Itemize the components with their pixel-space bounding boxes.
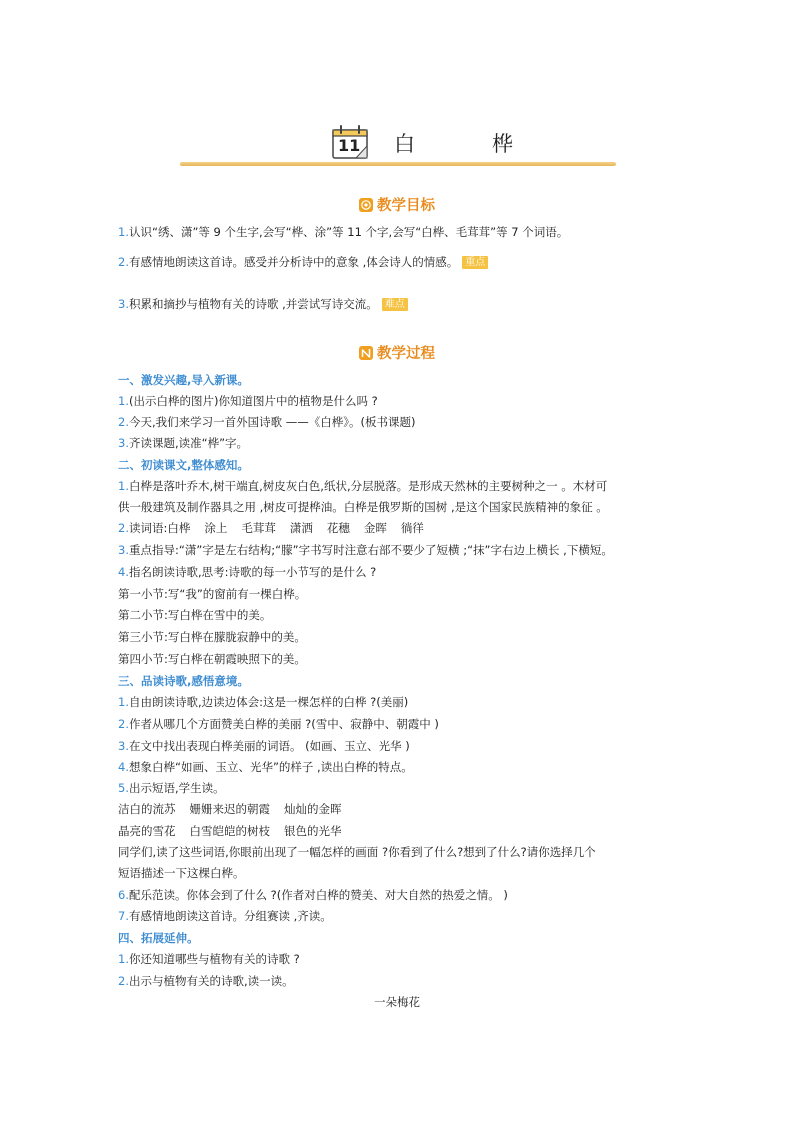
section-heading: 二、初读课文,整体感知。	[118, 458, 249, 472]
section-heading: 四、拓展延伸。	[118, 931, 199, 945]
process-line: 第一小节:写“我”的窗前有一棵白桦。	[118, 587, 307, 601]
target-icon	[359, 198, 373, 212]
goal-item: 3.积累和摘抄与植物有关的诗歌 ,并尝试写诗交流。 难点	[118, 296, 408, 312]
lesson-header	[180, 122, 616, 170]
process-line: 同学们,读了这些词语,你眼前出现了一幅怎样的画面 ?你看到了什么?想到了什么?请你选择几个	[118, 845, 596, 859]
process-line: 短语描述一下这棵白桦。	[118, 866, 245, 880]
process-line: 5.出示短语,学生读。	[118, 781, 225, 795]
steps-icon	[359, 346, 373, 360]
section-heading: 一、激发兴趣,导入新课。	[118, 373, 249, 387]
process-line: 2.出示与植物有关的诗歌,读一读。	[118, 974, 294, 988]
process-line: 1.你还知道哪些与植物有关的诗歌 ?	[118, 952, 300, 966]
title-underline	[180, 162, 616, 166]
lesson-number: 11	[338, 136, 361, 155]
process-line: 供一般建筑及制作器具之用 ,树皮可提桦油。白桦是俄罗斯的国树 ,是这个国家民族精神的象征 。	[118, 500, 608, 514]
poem-title: 一朵梅花	[374, 995, 420, 1009]
goal-item: 2.有感情地朗读这首诗。感受并分析诗中的意象 ,体会诗人的情感。 重点	[118, 254, 488, 270]
process-line: 6.配乐范读。你体会到了什么 ?(作者对白桦的赞美、对大自然的热爱之情。 )	[118, 888, 508, 902]
calendar-icon	[330, 124, 370, 160]
key-point-badge: 重点	[462, 256, 488, 269]
difficulty-badge: 难点	[382, 298, 408, 311]
vocab-line: 2.读词语:白桦 涂上 毛茸茸 潇洒 花穗 金晖 徜徉	[118, 521, 424, 535]
goals-heading	[0, 194, 794, 215]
process-line: 3.齐读课题,读准“桦”字。	[118, 436, 249, 450]
phrase-row: 洁白的流苏 姗姗来迟的朝霞 灿灿的金晖	[118, 802, 342, 816]
process-line: 1.(出示白桦的图片)你知道图片中的植物是什么吗 ?	[118, 394, 378, 408]
process-line: 3.在文中找出表现白桦美丽的词语。 (如画、玉立、光华 )	[118, 739, 410, 753]
process-heading	[0, 342, 794, 363]
process-line: 2.作者从哪几个方面赞美白桦的美丽 ?(雪中、寂静中、朝霞中 )	[118, 717, 439, 731]
section-heading: 三、品读诗歌,感悟意境。	[118, 674, 249, 688]
process-line: 1.白桦是落叶乔木,树干端直,树皮灰白色,纸状,分层脱落。是形成天然林的主要树种之一 。木材可	[118, 479, 608, 493]
goals-heading-text: 教学目标	[377, 198, 435, 214]
process-heading-text: 教学过程	[377, 346, 435, 362]
process-line: 2.今天,我们来学习一首外国诗歌 ——《白桦》。(板书课题)	[118, 415, 416, 429]
process-line: 4.指名朗读诗歌,思考:诗歌的每一小节写的是什么 ?	[118, 565, 377, 579]
process-line: 第三小节:写白桦在朦胧寂静中的美。	[118, 630, 306, 644]
process-line: 4.想象白桦“如画、玉立、光华”的样子 ,读出白桦的特点。	[118, 760, 413, 774]
lesson-title: 白 桦	[394, 132, 541, 156]
process-line: 1.自由朗读诗歌,边读边体会:这是一棵怎样的白桦 ?(美丽)	[118, 695, 409, 709]
goal-item: 1.认识“绣、潇”等 9 个生字,会写“桦、涂”等 11 个字,会写“白桦、毛茸茸”等 7 个词语。	[118, 225, 569, 239]
process-line: 第二小节:写白桦在雪中的美。	[118, 608, 272, 622]
process-line: 3.重点指导:“潇”字是左右结构;“朦”字书写时注意右部不要少了短横 ;“抹”字右边上横长 ,下横短。	[118, 543, 613, 557]
process-line: 7.有感情地朗读这首诗。分组赛读 ,齐读。	[118, 909, 332, 923]
process-line: 第四小节:写白桦在朝霞映照下的美。	[118, 652, 306, 666]
phrase-row: 晶亮的雪花 白雪皑皑的树枝 银色的光华	[118, 824, 342, 838]
